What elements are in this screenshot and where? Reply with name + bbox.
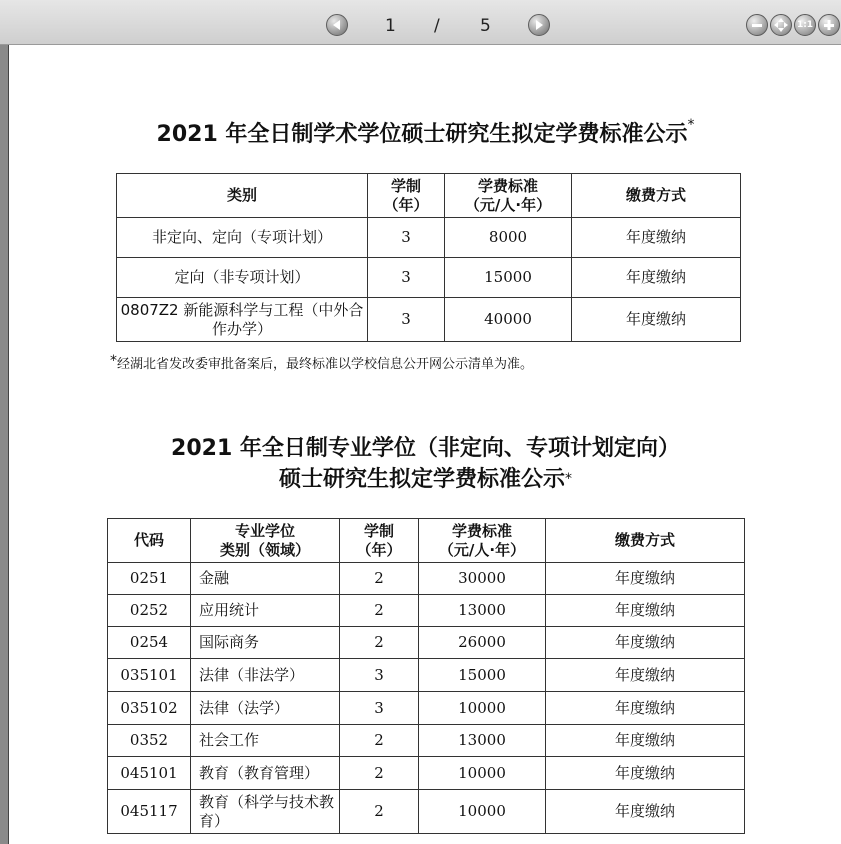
- header-code: 代码: [108, 519, 191, 563]
- table-row: [108, 595, 745, 627]
- table-row: [117, 218, 741, 258]
- header-field: 专业学位 类别（领域）: [191, 519, 340, 563]
- header-duration: 学制 （年）: [368, 174, 445, 218]
- cell-payment: 年度缴纳: [546, 757, 745, 790]
- cell-duration: 2: [340, 627, 419, 659]
- cell-duration: 3: [368, 218, 445, 258]
- cell-code: 0252: [108, 595, 191, 627]
- header-fee: 学费标准 （元/人·年）: [445, 174, 572, 218]
- header-payment: 缴费方式: [572, 174, 741, 218]
- cell-duration: 3: [368, 298, 445, 342]
- actual-size-button[interactable]: 1:1: [794, 14, 816, 36]
- cell-field: 金融: [191, 563, 340, 595]
- cell-code: 035102: [108, 692, 191, 725]
- cell-payment: 年度缴纳: [572, 298, 741, 342]
- cell-payment: 年度缴纳: [546, 595, 745, 627]
- cell-fee: 10000: [419, 757, 546, 790]
- cell-category: 非定向、定向（专项计划）: [117, 218, 368, 258]
- professional-fee-table: [107, 518, 745, 834]
- move-arrows-icon: [771, 15, 791, 35]
- cell-duration: 3: [368, 258, 445, 298]
- arrow-left-icon: [327, 15, 347, 35]
- cell-field: 应用统计: [191, 595, 340, 627]
- cell-fee: 40000: [445, 298, 572, 342]
- cell-duration: 3: [340, 692, 419, 725]
- page-separator: /: [434, 16, 440, 36]
- arrow-right-icon: [529, 15, 549, 35]
- table1-footnote: [110, 353, 533, 372]
- table2-title: [9, 433, 841, 495]
- document-page: [8, 45, 841, 844]
- cell-code: 0251: [108, 563, 191, 595]
- minus-icon: [747, 15, 767, 35]
- cell-field: 社会工作: [191, 725, 340, 757]
- plus-icon: [819, 15, 839, 35]
- cell-code: 045117: [108, 790, 191, 834]
- cell-duration: 2: [340, 790, 419, 834]
- cell-code: 0352: [108, 725, 191, 757]
- table-row: [108, 725, 745, 757]
- table-row: [108, 563, 745, 595]
- current-page-number[interactable]: 1: [385, 16, 396, 36]
- zoom-out-button[interactable]: [746, 14, 768, 36]
- cell-payment: 年度缴纳: [572, 218, 741, 258]
- cell-field: 法律（非法学）: [191, 659, 340, 692]
- cell-payment: 年度缴纳: [546, 692, 745, 725]
- cell-payment: 年度缴纳: [546, 659, 745, 692]
- header-duration: 学制 （年）: [340, 519, 419, 563]
- cell-payment: 年度缴纳: [546, 725, 745, 757]
- table2-title-line2: 硕士研究生拟定学费标准公示: [278, 467, 565, 492]
- previous-page-button[interactable]: [326, 14, 348, 36]
- total-pages: 5: [480, 16, 491, 36]
- cell-fee: 13000: [419, 725, 546, 757]
- header-fee: 学费标准 （元/人·年）: [419, 519, 546, 563]
- viewer-toolbar: [0, 0, 841, 45]
- cell-fee: 26000: [419, 627, 546, 659]
- cell-duration: 2: [340, 563, 419, 595]
- table1-title-text: 2021 年全日制学术学位硕士研究生拟定学费标准公示: [156, 122, 688, 147]
- table-row: [108, 692, 745, 725]
- cell-payment: 年度缴纳: [546, 627, 745, 659]
- table-row: [108, 627, 745, 659]
- cell-payment: 年度缴纳: [546, 790, 745, 834]
- cell-payment: 年度缴纳: [572, 258, 741, 298]
- cell-duration: 2: [340, 595, 419, 627]
- cell-fee: 8000: [445, 218, 572, 258]
- cell-code: 0254: [108, 627, 191, 659]
- cell-payment: 年度缴纳: [546, 563, 745, 595]
- footnote-mark: *: [110, 353, 117, 369]
- table-row: [117, 298, 741, 342]
- cell-duration: 2: [340, 757, 419, 790]
- cell-field: 教育（科学与技术教育）: [191, 790, 340, 834]
- cell-fee: 15000: [419, 659, 546, 692]
- cell-category: 0807Z2 新能源科学与工程（中外合作办学）: [117, 298, 368, 342]
- table1-title-mark: *: [687, 117, 695, 133]
- table-row: [108, 659, 745, 692]
- footnote-text: 经湖北省发改委审批备案后，最终标准以学校信息公开网公示清单为准。: [117, 357, 534, 372]
- cell-field: 国际商务: [191, 627, 340, 659]
- cell-fee: 30000: [419, 563, 546, 595]
- cell-code: 035101: [108, 659, 191, 692]
- table-row: [108, 757, 745, 790]
- cell-duration: 3: [340, 659, 419, 692]
- cell-duration: 2: [340, 725, 419, 757]
- cell-field: 法律（法学）: [191, 692, 340, 725]
- table-row: [117, 258, 741, 298]
- header-payment: 缴费方式: [546, 519, 745, 563]
- table2-title-line1: 2021 年全日制专业学位（非定向、专项计划定向）: [171, 436, 680, 461]
- academic-fee-table: [116, 173, 741, 342]
- next-page-button[interactable]: [528, 14, 550, 36]
- cell-category: 定向（非专项计划）: [117, 258, 368, 298]
- cell-fee: 15000: [445, 258, 572, 298]
- cell-field: 教育（教育管理）: [191, 757, 340, 790]
- header-category: 类别: [117, 174, 368, 218]
- table2-title-mark: *: [565, 471, 572, 487]
- cell-fee: 10000: [419, 692, 546, 725]
- table1-title: [9, 117, 841, 148]
- zoom-in-button[interactable]: [818, 14, 840, 36]
- table-row: [108, 790, 745, 834]
- cell-fee: 10000: [419, 790, 546, 834]
- fit-page-button[interactable]: [770, 14, 792, 36]
- cell-fee: 13000: [419, 595, 546, 627]
- cell-code: 045101: [108, 757, 191, 790]
